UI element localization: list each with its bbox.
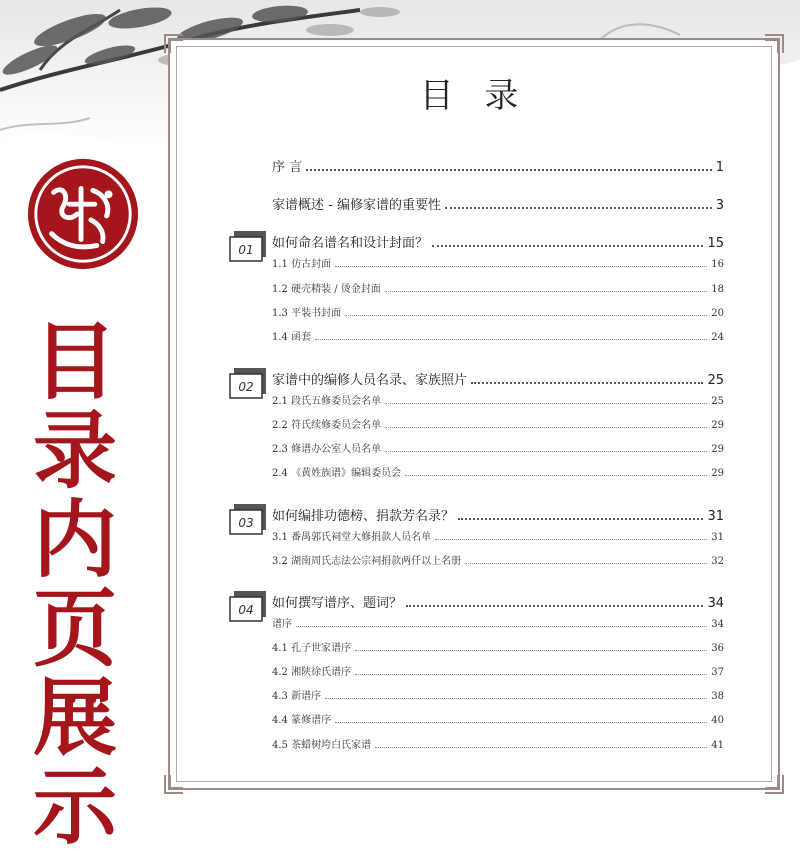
toc-dot-leader (335, 721, 707, 723)
toc-dot-leader (345, 314, 707, 316)
toc-dot-leader (296, 625, 707, 627)
toc-page-number: 16 (711, 259, 724, 270)
toc-dot-leader (385, 290, 707, 292)
toc-entry-label: 4.1 孔子世家谱序 (272, 643, 352, 654)
toc-dot-leader (335, 265, 707, 267)
toc-dot-leader (406, 604, 703, 607)
toc-dot-leader (385, 426, 707, 428)
toc-entry-label: 1.2 硬壳精装 / 烫金封面 (272, 284, 381, 295)
toc-dot-leader (385, 450, 707, 452)
toc-dot-leader (458, 517, 703, 520)
toc-chapter-entry (272, 592, 724, 611)
toc-entry-label: 1.3 平装书封面 (272, 308, 342, 319)
toc-dot-leader (432, 244, 703, 247)
toc-entry-label: 2.1 段氏五修委员会名单 (272, 396, 382, 407)
chapter-number-badge (228, 229, 268, 263)
toc-page-number: 29 (711, 420, 724, 431)
chapter-number-badge (228, 502, 268, 536)
toc-dot-leader (435, 538, 707, 540)
toc-entry-label: 2.3 修谱办公室人员名单 (272, 444, 382, 455)
toc-section-entry (272, 392, 724, 407)
toc-page-number: 38 (711, 691, 724, 702)
toc-entry-label: 如何撰写谱序、题词？ (272, 596, 403, 611)
toc-section-entry (272, 464, 724, 479)
toc-entry-label: 4.3 新谱序 (272, 691, 322, 702)
toc-entry-label: 4.4 篆修谱序 (272, 715, 332, 726)
toc-section-entry (272, 736, 724, 751)
toc-section-entry (272, 615, 724, 630)
toc-entry-label: 如何命名谱名和设计封面？ (272, 236, 429, 251)
toc-entry-label: 3.2 湖南周氏志法公宗祠捐款两仟以上名册 (272, 556, 462, 567)
toc-section-entry (272, 304, 724, 319)
toc-entry-label: 如何编排功德榜、捐款芳名录？ (272, 509, 455, 524)
vertical-title-char: 内 (32, 491, 117, 589)
page-title: 目 录 (419, 76, 529, 116)
frame-corner-ornament (163, 33, 185, 55)
toc-section-entry (272, 440, 724, 455)
toc-page-number: 34 (707, 596, 724, 611)
toc-entry-label: 4.2 湘陕徐氏谱序 (272, 667, 352, 678)
toc-page-number: 32 (711, 556, 724, 567)
vertical-title-char: 页 (32, 580, 117, 678)
toc-entry-label: 家谱中的编修人员名录、家族照片 (272, 373, 468, 388)
chapter-number-badge (228, 589, 268, 623)
frame-corner-ornament (763, 33, 785, 55)
toc-entry-label: 谱序 (272, 619, 292, 630)
toc-section-entry (272, 711, 724, 726)
toc-entry-label: 家谱概述 - 编修家谱的重要性 (272, 198, 441, 213)
toc-entry-label: 2.2 符氏续修委员会名单 (272, 420, 382, 431)
toc-page-number: 1 (715, 160, 724, 175)
toc-entry-label: 2.4 《黄姓族谱》编辑委员会 (272, 468, 402, 479)
toc-entry-label: 1.4 函套 (272, 332, 312, 343)
toc-page-number: 15 (707, 236, 724, 251)
chapter-number: 01 (238, 243, 254, 257)
toc-dot-leader (355, 673, 707, 675)
frame-corner-ornament (763, 773, 785, 795)
toc-page-number: 25 (707, 373, 724, 388)
vertical-title-char: 录 (32, 402, 117, 500)
toc-chapter-entry (272, 232, 724, 251)
toc-chapter-entry (272, 505, 724, 524)
toc-section-entry (272, 280, 724, 295)
frame-corner-ornament (163, 773, 185, 795)
toc-dot-leader (465, 562, 707, 564)
chapter-number: 03 (238, 516, 254, 530)
toc-section-entry (272, 416, 724, 431)
vertical-title-char: 目 (32, 313, 117, 411)
toc-dot-leader (315, 338, 707, 340)
toc-page-number: 3 (715, 198, 724, 213)
toc-page-number: 18 (711, 284, 724, 295)
toc-page-number: 36 (711, 643, 724, 654)
toc-dot-leader (355, 649, 707, 651)
toc-section-entry (272, 687, 724, 702)
vertical-title (20, 313, 130, 856)
toc-page-number: 31 (707, 509, 724, 524)
toc-section-entry (272, 255, 724, 270)
toc-entry-label: 3.1 番禺郭氏祠堂大修捐款人员名单 (272, 532, 432, 543)
toc-dot-leader (306, 168, 712, 171)
toc-section-entry (272, 552, 724, 567)
toc-dot-leader (471, 381, 703, 384)
toc-section-entry (272, 639, 724, 654)
toc-dot-leader (325, 697, 707, 699)
toc-page-number: 29 (711, 444, 724, 455)
toc-page-number: 37 (711, 667, 724, 678)
toc-page-number: 29 (711, 468, 724, 479)
toc-entry-label: 序 言 (272, 160, 303, 175)
toc-chapter-entry (272, 369, 724, 388)
toc-page-number: 40 (711, 715, 724, 726)
toc-page-number: 20 (711, 308, 724, 319)
toc-page-number: 41 (711, 740, 724, 751)
toc-section-entry (272, 328, 724, 343)
toc-entry-label: 4.5 茶蜡树垮白氏家谱 (272, 740, 372, 751)
toc-page-number: 24 (711, 332, 724, 343)
vertical-title-char: 展 (32, 669, 117, 767)
toc-page-number: 25 (711, 396, 724, 407)
toc-section-entry (272, 663, 724, 678)
toc-dot-leader (375, 746, 707, 748)
chapter-number-badge (228, 366, 268, 400)
toc-page-number: 34 (711, 619, 724, 630)
toc-section-entry (272, 528, 724, 543)
chapter-number: 04 (238, 603, 254, 617)
toc-page-number: 31 (711, 532, 724, 543)
toc-dot-leader (405, 474, 707, 476)
toc-chapter-entry (272, 156, 724, 175)
seal-logo (24, 155, 142, 273)
toc-chapter-entry (272, 194, 724, 213)
chapter-number: 02 (238, 380, 254, 394)
vertical-title-char: 示 (32, 758, 117, 856)
toc-dot-leader (385, 402, 707, 404)
toc-dot-leader (445, 206, 712, 209)
toc-entry-label: 1.1 仿古封面 (272, 259, 332, 270)
